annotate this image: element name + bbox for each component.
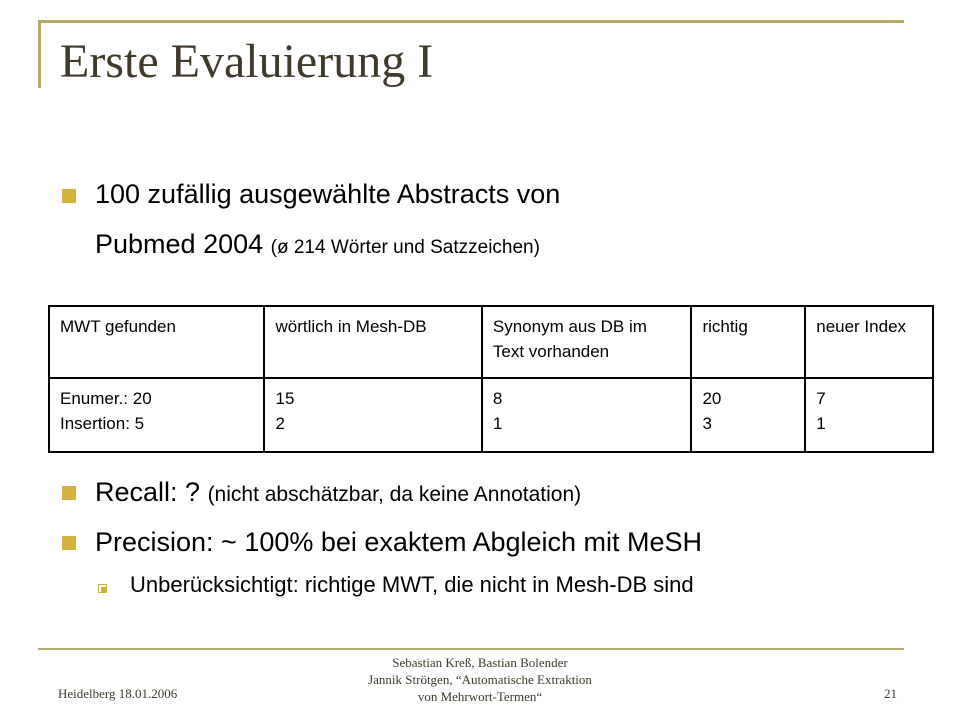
table-cell: 7 1 <box>805 378 933 452</box>
table-header-row <box>49 306 933 378</box>
table-cell: 15 2 <box>264 378 481 452</box>
bullet-icon <box>62 536 76 550</box>
bullet-icon <box>62 189 76 203</box>
table-header-cell: richtig <box>691 306 805 378</box>
bullet-1-line-1: 100 zufällig ausgewählte Abstracts von <box>95 179 561 209</box>
page-number: 21 <box>884 686 897 701</box>
bullet-2 <box>95 476 581 508</box>
frame-top-line <box>38 20 904 23</box>
bullet-1-note: (ø 214 Wörter und Satzzeichen) <box>270 237 540 258</box>
bullet-1-line-2 <box>95 228 540 260</box>
footer-authors: Sebastian Kreß, Bastian Bolender Jannik Strötgen, “Automatische Extraktion von Mehrwort-Termen“ <box>368 655 592 704</box>
table-header-cell: neuer Index <box>805 306 933 378</box>
bullet-icon <box>62 486 76 500</box>
bullet-2-main: Recall: ? <box>95 477 201 507</box>
slide-title: Erste Evaluierung I <box>60 35 434 88</box>
evaluation-table <box>48 305 934 453</box>
table-header-cell: MWT gefunden <box>49 306 264 378</box>
table-cell: Enumer.: 20 Insertion: 5 <box>49 378 264 452</box>
table-header-cell: wörtlich in Mesh-DB <box>264 306 481 378</box>
table-cell: 8 1 <box>482 378 692 452</box>
sub-bullet-icon <box>98 584 107 593</box>
table-cell: 20 3 <box>691 378 805 452</box>
bullet-3: Precision: ~ 100% bei exaktem Abgleich mit MeSH <box>95 527 703 557</box>
bullet-2-note: (nicht abschätzbar, da keine Annotation) <box>207 483 582 506</box>
frame-bottom-line <box>38 648 904 650</box>
table-header-cell: Synonym aus DB im Text vorhanden <box>482 306 692 378</box>
bullet-1-main: Pubmed 2004 <box>95 229 264 259</box>
frame-left-line <box>38 20 41 88</box>
sub-bullet-text: Unberücksichtigt: richtige MWT, die nicht in Mesh-DB sind <box>130 572 694 597</box>
footer-date: Heidelberg 18.01.2006 <box>58 686 178 701</box>
table-row <box>49 378 933 452</box>
